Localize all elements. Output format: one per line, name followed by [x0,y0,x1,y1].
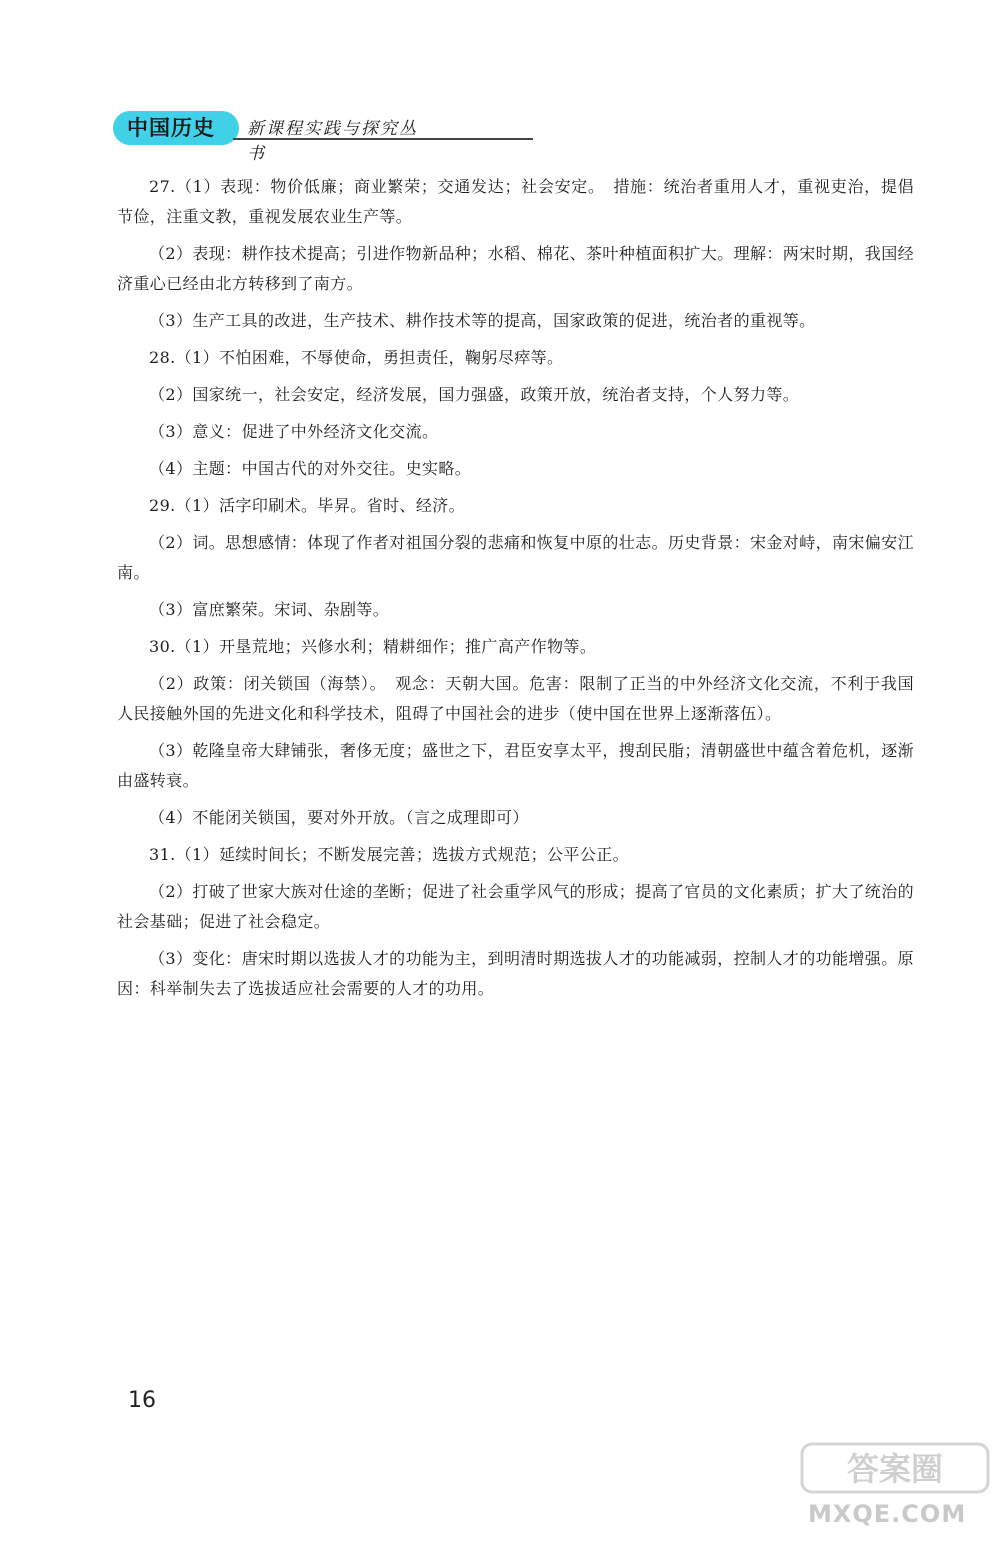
answer-content [117,172,914,1011]
answer-28-4: （4）主题：中国古代的对外交往。史实略。 [149,459,472,478]
answer-29-3: （3）富庶繁荣。宋词、杂剧等。 [149,600,390,619]
answer-30-2: （2）政策：闭关锁国（海禁）。 观念：天朝大国。危害：限制了正当的中外经济文化交流，不利于我国人民接触外国的先进文化和科学技术，阻碍了中国社会的进步（使中国在世界上逐渐落伍）。 [117,674,914,723]
answer-30-4: （4）不能闭关锁国，要对外开放。（言之成理即可） [149,808,529,827]
svg-text:答案圈: 答案圈 [846,1450,944,1488]
answer-27-2: （2）表现：耕作技术提高；引进作物新品种；水稻、棉花、茶叶种植面积扩大。理解：两宋时期，我国经济重心已经由北方转移到了南方。 [117,244,914,293]
series-title: 新课程实践与探究丛书 [247,119,418,164]
answer-28-3: （3）意义：促进了中外经济文化交流。 [149,422,439,441]
answer-29-1: 29.（1）活字印刷术。毕昇。省时、经济。 [149,496,466,515]
watermark-url: MXQE.COM [808,1500,967,1528]
answer-30-1: 30.（1）开垦荒地；兴修水利；精耕细作；推广高产作物等。 [149,637,597,656]
answer-27-1: 27.（1）表现：物价低廉；商业繁荣；交通发达；社会安定。 措施：统治者重用人才，重视吏治，提倡节俭，注重文教，重视发展农业生产等。 [117,177,914,226]
answer-31-1: 31.（1）延续时间长；不断发展完善；选拔方式规范；公平公正。 [149,845,630,864]
watermark-logo-icon [800,1440,990,1496]
answer-31-2: （2）打破了世家大族对仕途的垄断；促进了社会重学风气的形成；提高了官员的文化素质；扩大了统治的社会基础；促进了社会稳定。 [117,882,914,931]
subject-badge [113,111,239,145]
answer-30-3: （3）乾隆皇帝大肆铺张，奢侈无度；盛世之下，君臣安享太平，搜刮民脂；清朝盛世中蕴含着危机，逐渐由盛转衰。 [117,741,914,790]
answer-28-2: （2）国家统一，社会安定，经济发展，国力强盛，政策开放，统治者支持，个人努力等。 [149,385,800,404]
watermark [800,1440,990,1530]
page-header [113,108,433,164]
subject-title: 中国历史 [127,116,215,140]
answer-28-1: 28.（1）不怕困难，不辱使命，勇担责任，鞠躬尽瘁等。 [149,348,564,367]
answer-27-3: （3）生产工具的改进，生产技术、耕作技术等的提高，国家政策的促进，统治者的重视等。 [149,311,816,330]
answer-31-3: （3）变化：唐宋时期以选拔人才的功能为主，到明清时期选拔人才的功能减弱，控制人才的功能增强。原因：科举制失去了选拔适应社会需要的人才的功用。 [117,949,914,998]
answer-29-2: （2）词。思想感情：体现了作者对祖国分裂的悲痛和恢复中原的壮志。历史背景：宋金对峙，南宋偏安江南。 [117,533,914,582]
page-number: 16 [128,1388,156,1413]
